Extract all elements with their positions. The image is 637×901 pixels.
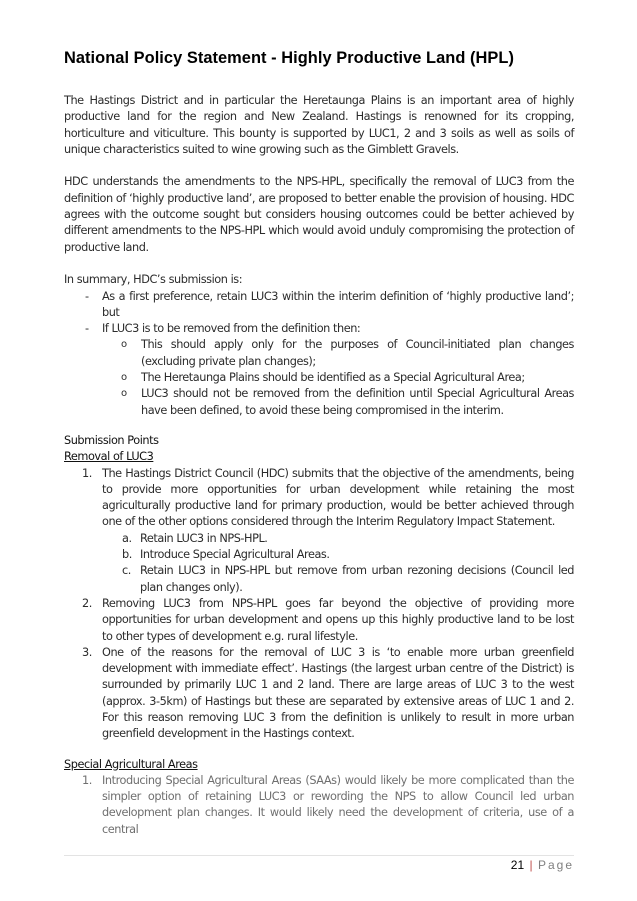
summary-point-text: If LUC3 is to be removed from the definition then: bbox=[102, 322, 361, 336]
numbered-point bbox=[64, 466, 574, 531]
circle-bullet: o bbox=[121, 372, 127, 384]
summary-subpoint-text: The Heretaunga Plains should be identified as a Special Agricultural Area; bbox=[141, 371, 525, 385]
subsection-heading: Removal of LUC3 bbox=[64, 450, 154, 464]
option-letter: b. bbox=[122, 548, 132, 562]
option-letter: c. bbox=[122, 564, 131, 578]
summary-subpoint bbox=[64, 337, 574, 370]
summary-subpoint-text: LUC3 should not be removed from the definition until Special Agricultural Areas have been defined, to avoid these being compromised in the interim. bbox=[141, 387, 574, 417]
numbered-point bbox=[64, 773, 574, 838]
point-text: Removing LUC3 from NPS-HPL goes far beyond the objective of providing more opportunities for urban development and opens up this highly productive land to be lost to other types of development e.g. rural lifestyle. bbox=[102, 596, 574, 643]
footer-divider bbox=[64, 855, 574, 856]
summary-point bbox=[64, 289, 574, 322]
point-number: 1. bbox=[82, 773, 92, 787]
lettered-option bbox=[64, 563, 574, 596]
intro-paragraph: The Hastings District and in particular the Heretaunga Plains is an important area of highly productive land for the region and New Zealand. Hastings is renowned for its cropping, horticulture and viticulture. This bounty is supported by LUC1, 2 and 3 soils as well as soils of unique characteristics suited to wine growing such as the Gimblett Gravels. bbox=[64, 94, 574, 156]
footer-separator: | bbox=[529, 858, 533, 872]
option-text: Retain LUC3 in NPS-HPL but remove from urban rezoning decisions (Council led plan changes only). bbox=[140, 564, 574, 594]
summary-point bbox=[64, 321, 574, 337]
summary-lead: In summary, HDC’s submission is: bbox=[64, 273, 243, 287]
point-text: The Hastings District Council (HDC) submits that the objective of the amendments, being to provide more opportunities for urban development while retaining the most agriculturally productive land for primary production, would be better achieved through one of the other options considered through the Interim Regulatory Impact Statement. bbox=[102, 466, 574, 529]
point-text: One of the reasons for the removal of LUC 3 is ‘to enable more urban greenfield development with immediate effect’. Hastings (the largest urban centre of the District) is surrounded by primarily LUC 1 and 2 land. There are large areas of LUC 3 to the west (approx. 3-5km) of Hastings but these are separated by extensive areas of LUC 1 and 2. For this reason removing LUC 3 from the definition is unlikely to result in more urban greenfield development in the Hastings context. bbox=[102, 645, 574, 741]
section-heading: Submission Points bbox=[64, 433, 159, 447]
option-text: Retain LUC3 in NPS-HPL. bbox=[140, 531, 268, 545]
point-number: 1. bbox=[82, 466, 92, 480]
document-body bbox=[64, 93, 574, 838]
page-number: 21 bbox=[510, 858, 525, 872]
page-title: National Policy Statement - Highly Productive Land (HPL) bbox=[64, 49, 514, 67]
summary-subpoint bbox=[64, 386, 574, 419]
dash-bullet: - bbox=[85, 322, 89, 336]
amendments-paragraph: HDC understands the amendments to the NPS-HPL, specifically the removal of LUC3 from the definition of ‘highly productive land’, are proposed to better enable the provision of housing. HDC agrees with the outcome sought but considers housing outcomes could be better achieved by different amendments to the NPS-HPL which would avoid unduly compromising the protection of productive land. bbox=[64, 175, 574, 254]
option-letter: a. bbox=[122, 531, 132, 545]
page-footer bbox=[511, 858, 574, 872]
circle-bullet: o bbox=[121, 339, 127, 351]
summary-subpoint-text: This should apply only for the purposes of Council-initiated plan changes (excluding private plan changes); bbox=[141, 338, 574, 368]
page-label: Page bbox=[537, 858, 574, 872]
subsection-heading: Special Agricultural Areas bbox=[64, 757, 198, 771]
point-number: 2. bbox=[82, 596, 92, 610]
summary-point-text: As a first preference, retain LUC3 within the interim definition of ‘highly productive land’; but bbox=[102, 289, 574, 319]
point-number: 3. bbox=[82, 645, 92, 659]
numbered-point bbox=[64, 596, 574, 645]
lettered-option bbox=[64, 531, 574, 547]
point-text: Introducing Special Agricultural Areas (SAAs) would likely be more complicated than the simpler option of retaining LUC3 or rewording the NPS to allow Council led urban development plan changes. It would likely need the development of criteria, use of a central bbox=[102, 773, 574, 836]
circle-bullet: o bbox=[121, 388, 127, 400]
summary-subpoint bbox=[64, 370, 574, 386]
numbered-point bbox=[64, 645, 574, 743]
option-text: Introduce Special Agricultural Areas. bbox=[140, 548, 330, 562]
dash-bullet: - bbox=[85, 289, 89, 303]
lettered-option bbox=[64, 547, 574, 563]
